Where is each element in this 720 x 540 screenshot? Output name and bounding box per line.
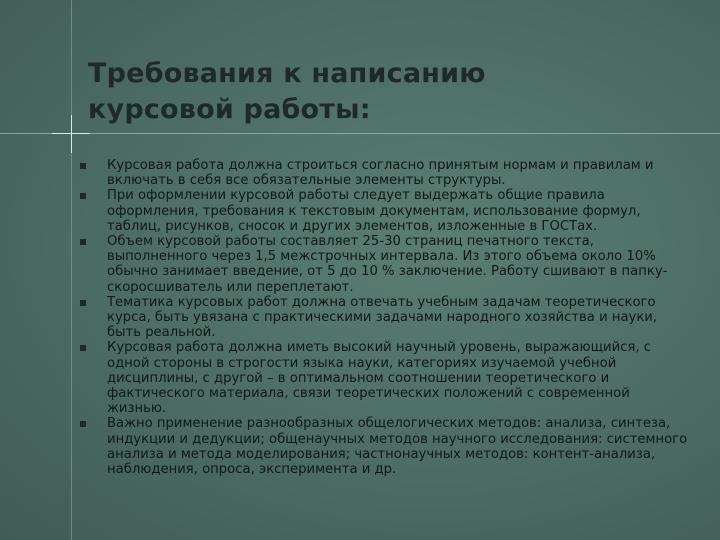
bullet-square-icon (80, 163, 86, 169)
list-item (80, 340, 690, 416)
list-item (80, 158, 690, 188)
list-item-text: Объем курсовой работы составляет 25-30 страниц печатного текста, выполненного через 1,5 межстрочных интервала. Из этого объема около 10% обычно занимает введение, от 5 до 10 % заключение. Работу сшивают в папку-скоросшиватель или переплетают. (107, 234, 668, 295)
slide-title-line-1: Требования к написанию (88, 58, 486, 89)
list-item-text: Важно применение разнообразных общелогических методов: анализа, синтеза, индукции и дедукции; общенаучных методов научного исследования: системного анализа и метода моделирования; частнонаучных методов: контент-анализа, наблюдения, опроса, эксперимента и др. (107, 416, 688, 478)
crosshair-decoration-v (71, 115, 72, 153)
bullet-list (80, 158, 690, 477)
list-item-text: При оформлении курсовой работы следует выдержать общие правила оформления, требования к текстовым документам, использование формул, таблиц, рисунков, сносок и других элементов, изложенные в ГОСТах. (107, 188, 641, 234)
bullet-square-icon (80, 193, 86, 199)
list-item (80, 188, 690, 234)
list-item (80, 234, 690, 295)
list-item (80, 295, 690, 341)
list-item-text: Курсовая работа должна строиться согласно принятым нормам и правилам и включать в себя все обязательные элементы структуры. (107, 158, 654, 189)
list-item-text: Тематика курсовых работ должна отвечать учебным задачам теоретического курса, быть увязана с практическими задачами народного хозяйства и науки, быть реальной. (107, 294, 658, 341)
slide-title-line-2: курсовой работы: (88, 94, 371, 125)
vertical-rule (71, 0, 72, 540)
slide-title (88, 56, 688, 128)
list-item (80, 416, 690, 477)
bullet-square-icon (80, 421, 86, 427)
horizontal-rule (0, 133, 720, 134)
list-item-text: Курсовая работа должна иметь высокий научный уровень, выражающийся, с одной стороны в строгости языка науки, категориях изучаемой учебной дисциплины, с другой – в оптимальном соотношении теоретического и фактического материала, связи теоретических положений с современной жизнью. (107, 340, 651, 417)
bullet-square-icon (80, 345, 86, 351)
bullet-square-icon (80, 239, 86, 245)
bullet-square-icon (80, 300, 86, 306)
